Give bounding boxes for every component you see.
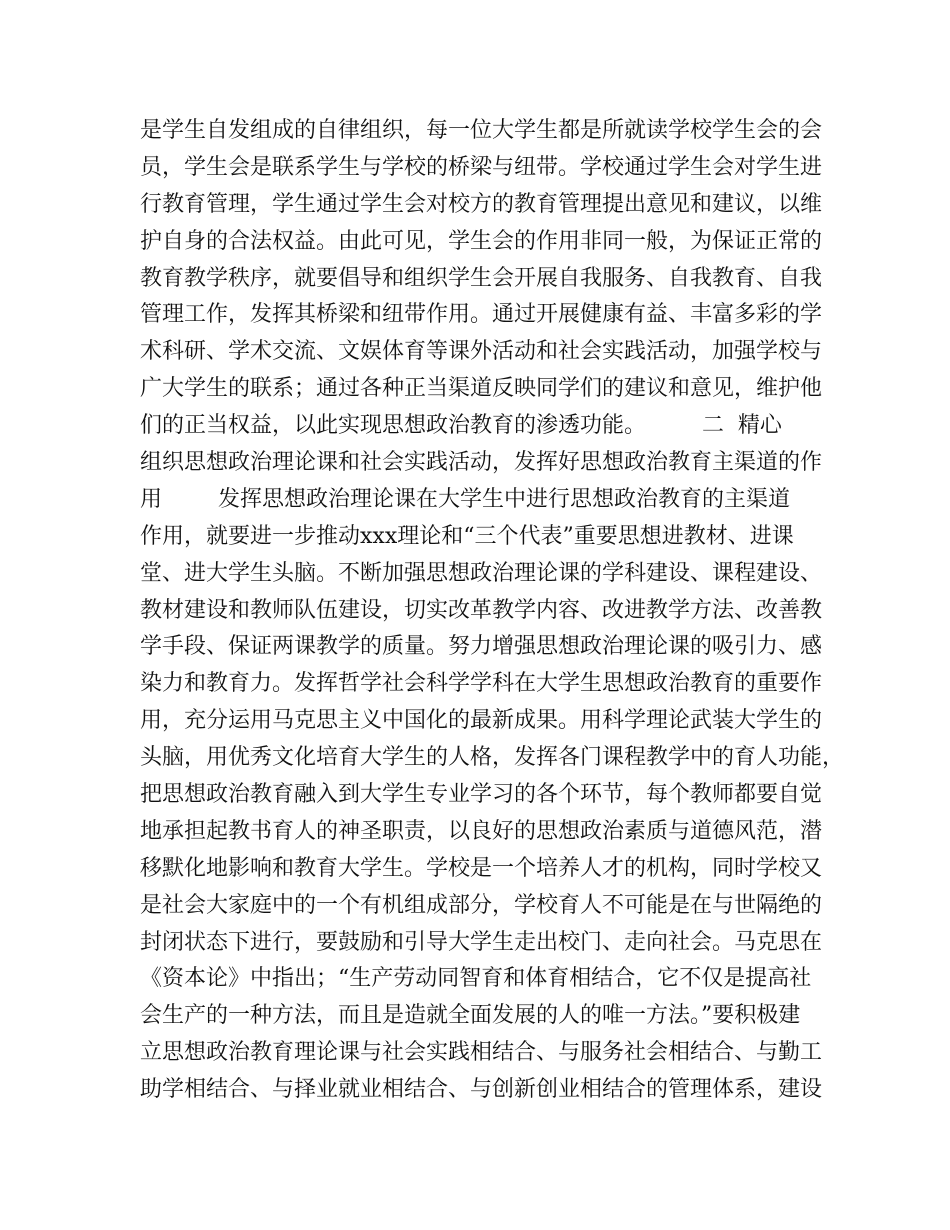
text-line: 用，充分运用马克思主义中国化的最新成果。用科学理论武装大学生的	[140, 708, 823, 734]
text-line: 头脑，用优秀文化培育大学生的人格，发挥各门课程教学中的育人功能，	[140, 745, 845, 771]
text-line: 把思想政治教育融入到大学生专业学习的各个环节，每个教师都要自觉	[140, 782, 823, 808]
text-line: 员，学生会是联系学生与学校的桥梁与纽带。学校通过学生会对学生进	[140, 154, 823, 180]
text-line: 教材建设和教师队伍建设，切实改革教学内容、改进教学方法、改善教	[140, 597, 823, 623]
text-line: 移默化地影响和教育大学生。学校是一个培养人才的机构，同时学校又	[140, 855, 823, 881]
text-line: 堂、进大学生头脑。不断加强思想政治理论课的学科建设、课程建设、	[140, 560, 823, 586]
text-line: 作用，就要进一步推动xxx理论和“三个代表”重要思想进教材、进课	[140, 523, 794, 549]
text-line: 护自身的合法权益。由此可见，学生会的作用非同一般，为保证正常的	[140, 228, 823, 254]
text-line: 学手段、保证两课教学的质量。努力增强思想政治理论课的吸引力、感	[140, 634, 823, 660]
text-line: 地承担起教书育人的神圣职责，以良好的思想政治素质与道德风范，潜	[140, 818, 823, 844]
text-line: 会生产的一种方法，而且是造就全面发展的人的唯一方法。”要积极建	[140, 1003, 801, 1029]
text-line: 是社会大家庭中的一个有机组成部分，学校育人不可能是在与世隔绝的	[140, 892, 823, 918]
text-line: 组织思想政治理论课和社会实践活动，发挥好思想政治教育主渠道的作	[140, 450, 823, 476]
body-text	[140, 113, 845, 1109]
text-line: 教育教学秩序，就要倡导和组织学生会开展自我服务、自我教育、自我	[140, 265, 823, 291]
text-line: 助学相结合、与择业就业相结合、与创新创业相结合的管理体系，建设	[140, 1077, 823, 1103]
text-line: 是学生自发组成的自律组织，每一位大学生都是所就读学校学生会的会	[140, 118, 823, 143]
text-line: 用 发挥思想政治理论课在大学生中进行思想政治教育的主渠道	[140, 486, 790, 512]
text-line: 们的正当权益，以此实现思想政治教育的渗透功能。 二 精心	[140, 413, 782, 439]
text-line: 术科研、学术交流、文娱体育等课外活动和社会实践活动，加强学校与	[140, 339, 823, 365]
text-line: 管理工作，发挥其桥梁和纽带作用。通过开展健康有益、丰富多彩的学	[140, 302, 823, 328]
text-line: 行教育管理，学生通过学生会对校方的教育管理提出意见和建议，以维	[140, 191, 823, 217]
text-line: 封闭状态下进行，要鼓励和引导大学生走出校门、走向社会。马克思在	[140, 929, 823, 955]
text-line: 立思想政治教育理论课与社会实践相结合、与服务社会相结合、与勤工	[140, 1040, 823, 1066]
text-line: 《资本论》中指出；“生产劳动同智育和体育相结合，它不仅是提高社	[140, 966, 812, 992]
text-line: 染力和教育力。发挥哲学社会科学学科在大学生思想政治教育的重要作	[140, 671, 823, 697]
text-line: 广大学生的联系；通过各种正当渠道反映同学们的建议和意见，维护他	[140, 376, 823, 402]
